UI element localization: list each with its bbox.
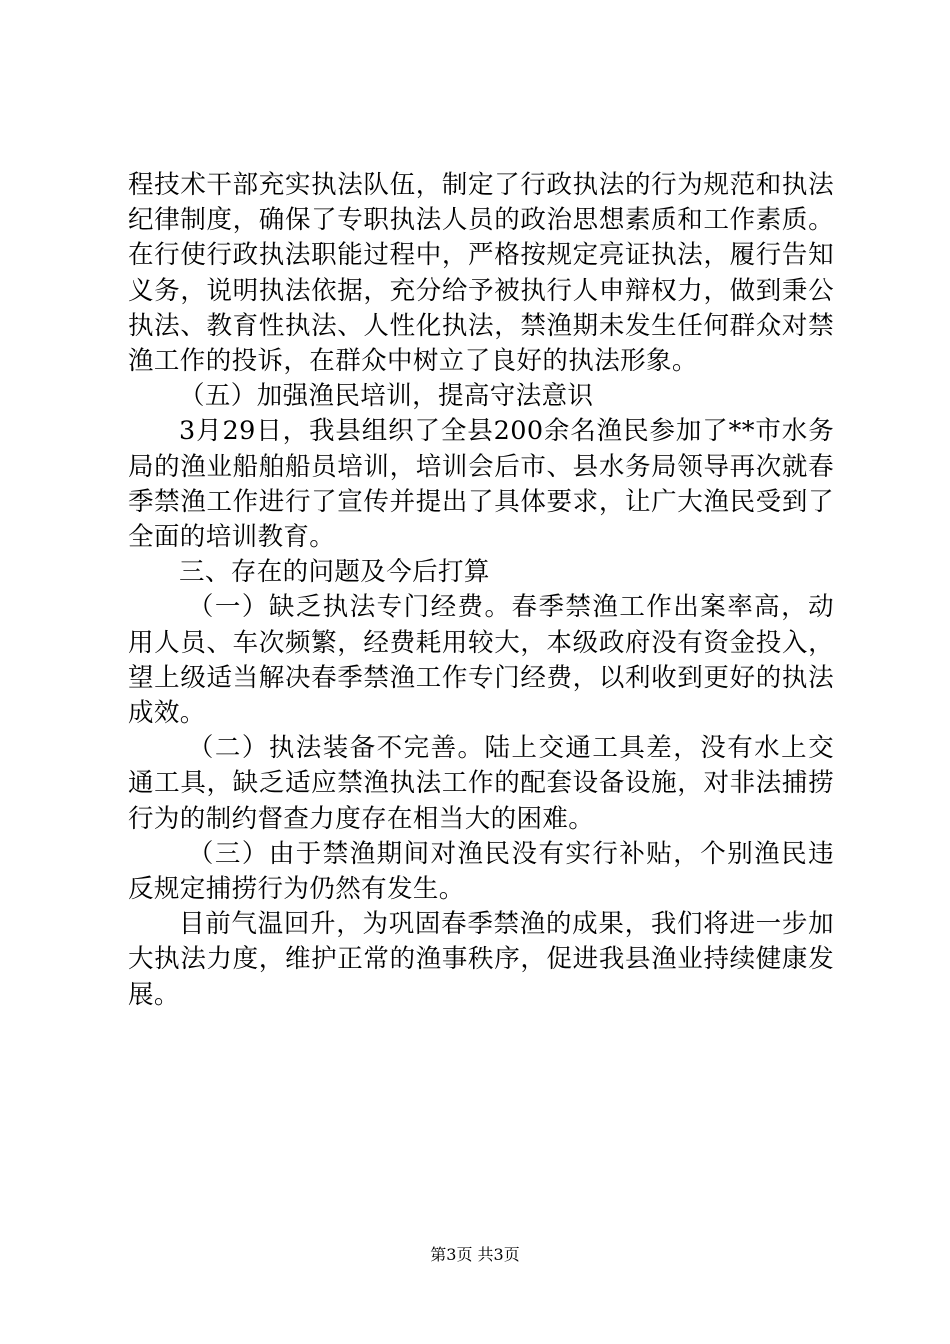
page-footer: 第3页 共3页 xyxy=(430,1245,520,1264)
heading-fisher-training: （五）加强渔民培训，提高守法意识 xyxy=(179,381,594,412)
paragraph-enforcement-team: 程技术干部充实执法队伍，制定了行政执法的行为规范和执法纪律制度，确保了专职执法人员的政治思想素质和工作素质。在行使行政执法职能过程中，严格按规定亮证执法，履行告知义务，说明执法依据，充分给予被执行人申辩权力，做到秉公执法、教育性执法、人性化执法，禁渔期未发生任何群众对禁渔工作的投诉，在群众中树立了良好的执法形象。 xyxy=(128,170,834,377)
heading-problems-plans: 三、存在的问题及今后打算 xyxy=(179,557,490,588)
paragraph-training-details: 3月29日，我县组织了全县200余名渔民参加了**市水务局的渔业船舶船员培训，培训会后市、县水务局领导再次就春季禁渔工作进行了宣传并提出了具体要求，让广大渔民受到了全面的培训教育。 xyxy=(128,416,834,553)
paragraph-conclusion: 目前气温回升，为巩固春季禁渔的成果，我们将进一步加大执法力度，维护正常的渔事秩序，促进我县渔业持续健康发展。 xyxy=(128,909,834,1010)
document-body xyxy=(128,168,834,1013)
paragraph-problem-equipment: （二）执法装备不完善。陆上交通工具差，没有水上交通工具，缺乏适应禁渔执法工作的配套设备设施，对非法捕捞行为的制约督查力度存在相当大的困难。 xyxy=(128,733,834,834)
paragraph-problem-subsidy: （三）由于禁渔期间对渔民没有实行补贴，个别渔民违反规定捕捞行为仍然有发生。 xyxy=(128,838,834,905)
paragraph-problem-funding: （一）缺乏执法专门经费。春季禁渔工作出案率高，动用人员、车次频繁，经费耗用较大，本级政府没有资金投入，望上级适当解决春季禁渔工作专门经费，以利收到更好的执法成效。 xyxy=(128,592,834,729)
